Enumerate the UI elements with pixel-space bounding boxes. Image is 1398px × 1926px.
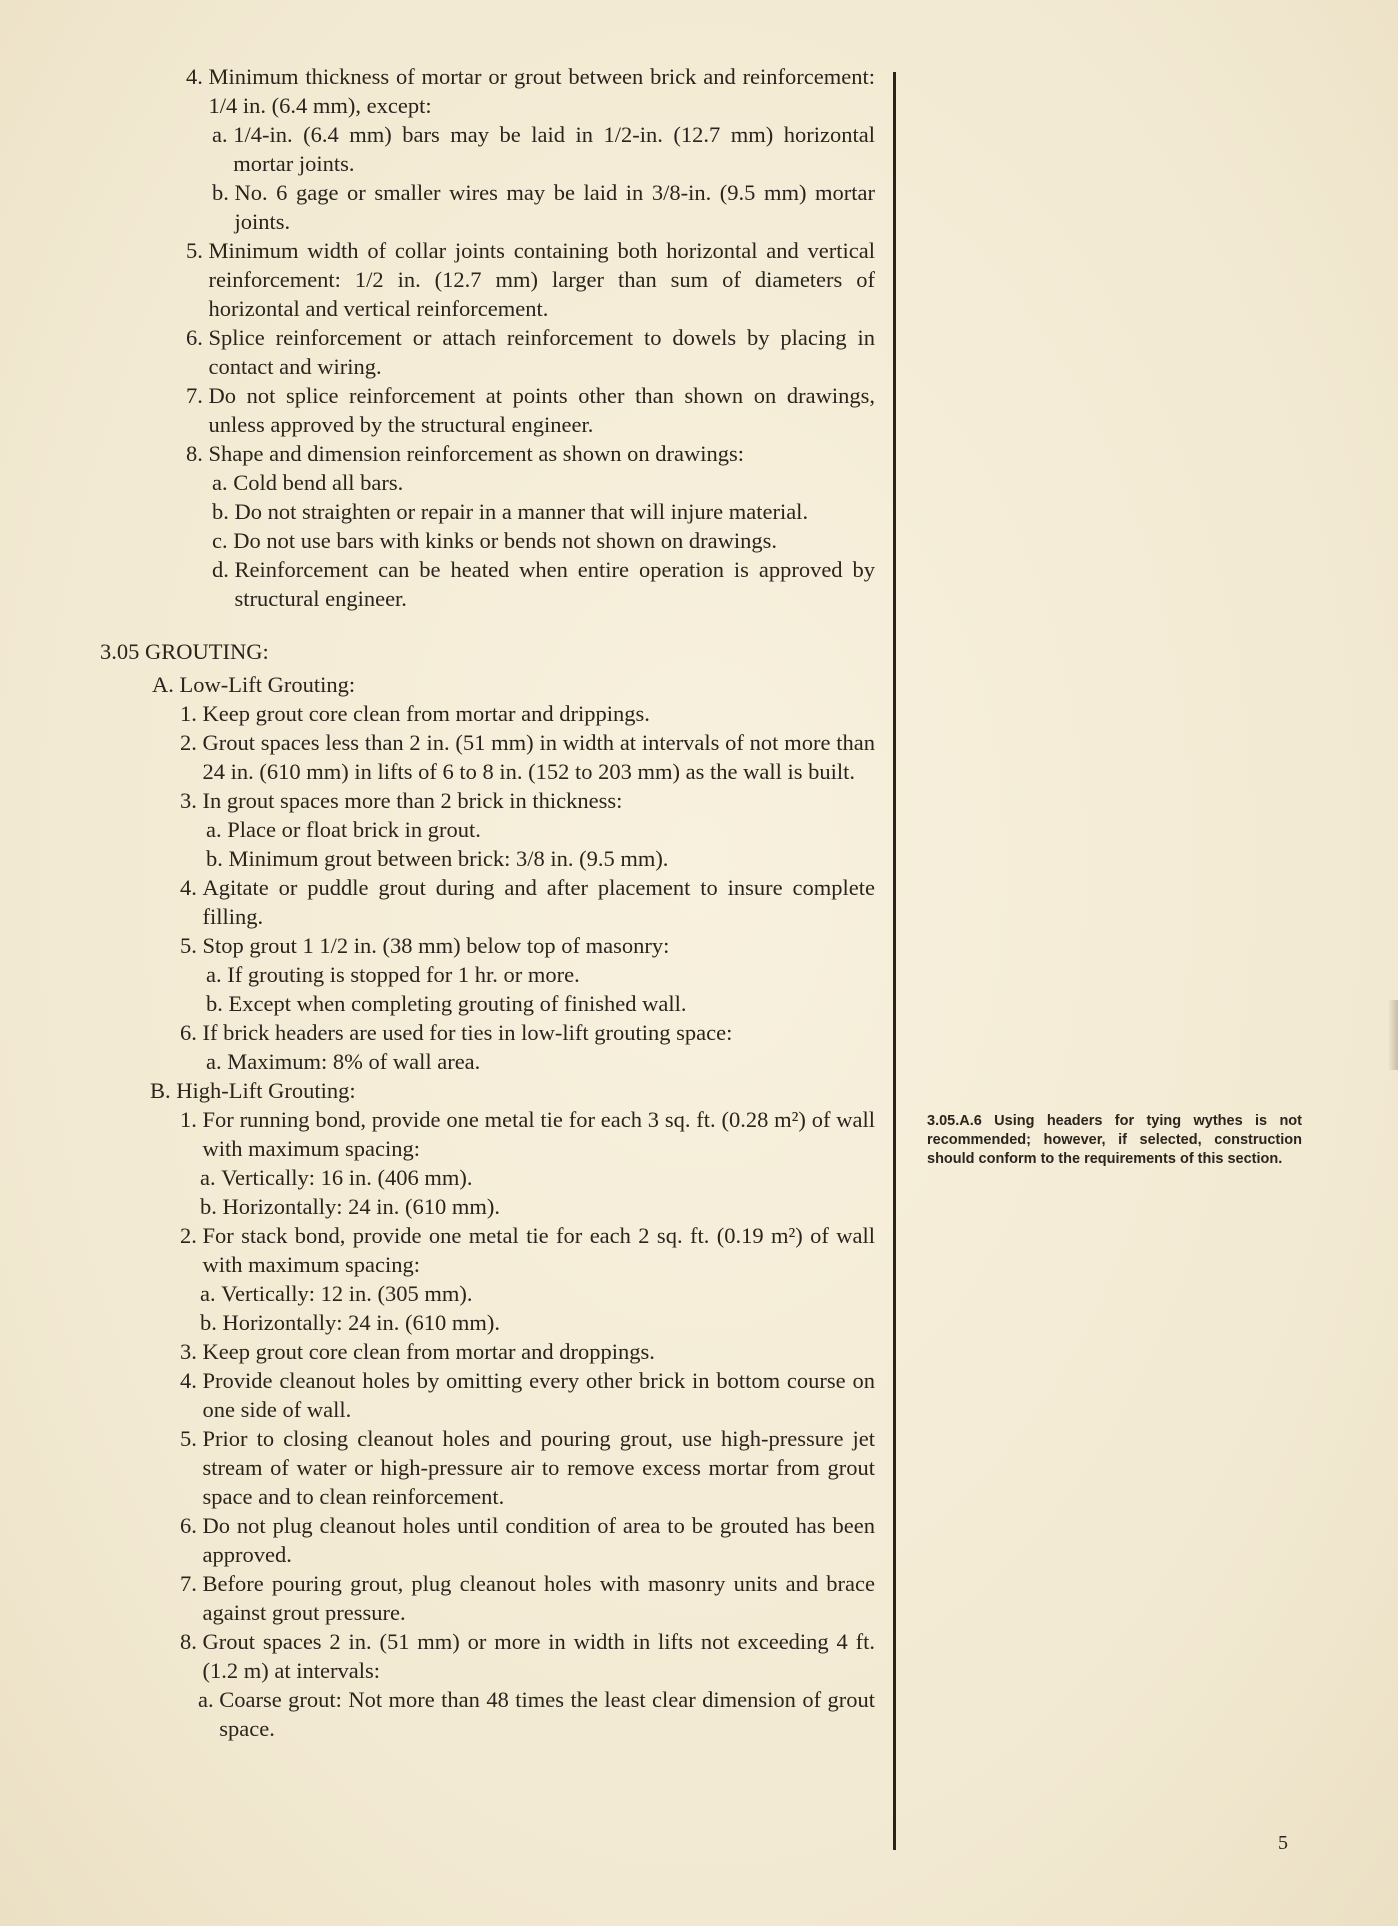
list-item: 4. Provide cleanout holes by omitting every other brick in bottom course on one side of wall. — [180, 1368, 875, 1422]
list-item: 5. Stop grout 1 1/2 in. (38 mm) below top of masonry: — [180, 933, 670, 958]
list-item: 4. Agitate or puddle grout during and after placement to insure complete filling. — [180, 875, 875, 929]
list-item: a. Coarse grout: Not more than 48 times the least clear dimension of grout space. — [198, 1687, 875, 1741]
list-item: a. Vertically: 12 in. (305 mm). — [200, 1281, 473, 1306]
subsection-heading: A. Low-Lift Grouting: — [152, 672, 356, 697]
list-item: 2. For stack bond, provide one metal tie for each 2 sq. ft. (0.19 m²) of wall with maximum spacing: — [180, 1223, 875, 1277]
page-number: 5 — [1278, 1832, 1288, 1854]
list-item: a. Maximum: 8% of wall area. — [206, 1049, 481, 1074]
list-item: a. If grouting is stopped for 1 hr. or more. — [206, 962, 580, 987]
list-item: 3. Keep grout core clean from mortar and droppings. — [180, 1339, 655, 1364]
list-item: c. Do not use bars with kinks or bends not shown on drawings. — [212, 528, 777, 553]
list-item: d. Reinforcement can be heated when entire operation is approved by structural engineer. — [212, 557, 875, 611]
page-edge-shadow — [1388, 1000, 1398, 1070]
list-item: 6. Splice reinforcement or attach reinforcement to dowels by placing in contact and wiring. — [186, 325, 875, 379]
list-item: a. 1/4-in. (6.4 mm) bars may be laid in 1/2-in. (12.7 mm) horizontal mortar joints. — [212, 122, 875, 176]
list-item: b. Do not straighten or repair in a manner that will injure material. — [212, 499, 809, 524]
list-item: a. Vertically: 16 in. (406 mm). — [200, 1165, 473, 1190]
list-item: b. Horizontally: 24 in. (610 mm). — [200, 1310, 500, 1335]
list-item: 7. Before pouring grout, plug cleanout holes with masonry units and brace against grout pressure. — [180, 1571, 875, 1625]
side-note: 3.05.A.6 Using headers for tying wythes is not recommended; however, if selected, construction should conform to the requirements of this section. — [927, 1113, 1302, 1167]
list-item: b. Except when completing grouting of finished wall. — [206, 991, 687, 1016]
list-item: 5. Prior to closing cleanout holes and pouring grout, use high-pressure jet stream of water or high-pressure air to remove excess mortar from grout space and to clean reinforcement. — [180, 1426, 875, 1509]
subsection-heading: B. High-Lift Grouting: — [150, 1078, 356, 1103]
list-item: 5. Minimum width of collar joints containing both horizontal and vertical reinforcement: 1/2 in. (12.7 mm) larger than sum of diameters of horizontal and vertical reinforcement. — [186, 238, 875, 321]
list-item: 1. Keep grout core clean from mortar and drippings. — [180, 701, 650, 726]
list-item: b. Horizontally: 24 in. (610 mm). — [200, 1194, 500, 1219]
list-item: 7. Do not splice reinforcement at points other than shown on drawings, unless approved by the structural engineer. — [186, 383, 875, 437]
list-item: 1. For running bond, provide one metal tie for each 3 sq. ft. (0.28 m²) of wall with maximum spacing: — [180, 1107, 875, 1161]
main-column — [100, 62, 875, 1743]
section-heading: 3.05 GROUTING: — [100, 639, 269, 664]
list-item: a. Cold bend all bars. — [212, 470, 404, 495]
list-item: 6. If brick headers are used for ties in low-lift grouting space: — [180, 1020, 733, 1045]
list-item: 8. Grout spaces 2 in. (51 mm) or more in width in lifts not exceeding 4 ft. (1.2 m) at intervals: — [180, 1629, 875, 1683]
list-item: 6. Do not plug cleanout holes until condition of area to be grouted has been approved. — [180, 1513, 875, 1567]
list-item: b. Minimum grout between brick: 3/8 in. (9.5 mm). — [206, 846, 669, 871]
list-item: 8. Shape and dimension reinforcement as shown on drawings: — [186, 441, 745, 466]
list-item: 3. In grout spaces more than 2 brick in thickness: — [180, 788, 623, 813]
list-item: 4. Minimum thickness of mortar or grout between brick and reinforcement: 1/4 in. (6.4 mm), except: — [186, 64, 875, 118]
list-item: b. No. 6 gage or smaller wires may be laid in 3/8-in. (9.5 mm) mortar joints. — [212, 180, 875, 234]
column-divider — [893, 72, 896, 1850]
list-item: 2. Grout spaces less than 2 in. (51 mm) in width at intervals of not more than 24 in. (610 mm) in lifts of 6 to 8 in. (152 to 203 mm) as the wall is built. — [180, 730, 875, 784]
list-item: a. Place or float brick in grout. — [206, 817, 481, 842]
